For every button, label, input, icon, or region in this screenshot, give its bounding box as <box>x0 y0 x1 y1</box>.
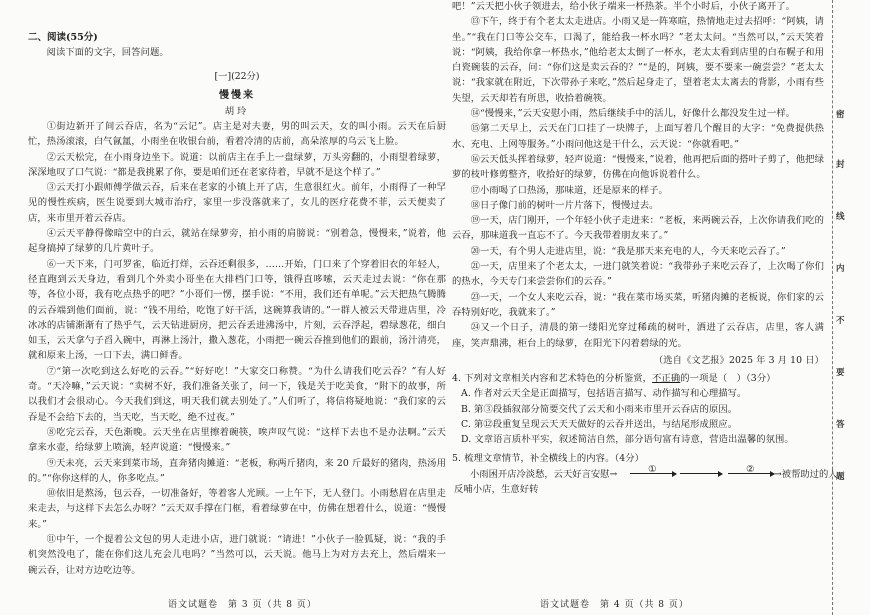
paragraph: ⑦“第一次吃到这么好吃的云吞。”“好好吃！”大家交口称赞。“为什么请我们吃云吞？”有人好奇。“天冷嘛，”云天说：“卖树不好，我们准备关张了，问一下，钱是关于吃美食，“附下的故事，所以我们才会很动心。今天我们到这，明天我们就去别处了。”人们听了，将信将疑地说：“我们家的云吞是不会给下去的，当天吃，当天吃，绝不过夜。” <box>28 365 446 423</box>
paragraph: ⑮第二天早上，云天在门口挂了一块牌子，上面写着几个醒目的大字：“免费提供热水、充电、上网等服务。”小雨问他这是干什么，云天说：“你就看吧。” <box>452 123 824 150</box>
blank-1: ① <box>648 463 657 475</box>
binding-char: 不 <box>836 316 845 326</box>
question-4-emphasis: 不正确 <box>652 373 681 385</box>
left-page <box>28 0 446 615</box>
flow-line <box>680 473 722 474</box>
plot-flow <box>452 463 838 482</box>
article-body-left <box>28 119 446 578</box>
source-citation: （选自《文艺报》2025 年 3 月 10 日） <box>653 354 824 366</box>
binding-char: 题 <box>836 472 845 482</box>
paragraph: 吧！”云天把小伙子领进去，给小伙子端来一杯热茶。半个小时后，小伙子离开了。 <box>452 1 796 12</box>
paragraph: ⑯云天低头挥着绿萝，轻声说道：“慢慢来，”说着，他再把后面的搭叶子剪了，他把绿萝的枝叶修剪整齐，收拾好的绿萝，仿佛在向他诉说着什么。 <box>452 153 824 181</box>
binding-margin <box>832 0 849 615</box>
paragraph: ⑱日子像门前的树叶一片片落下，慢慢过去。 <box>470 199 659 211</box>
section-title: 二、阅读(55分) <box>28 32 98 43</box>
binding-char: 密 <box>836 110 845 120</box>
paragraph: ⑲一天，店门刚开，一个年轻小伙子走进来：“老板，来两碗云吞，上次你请我们吃的云吞，那味道我一直忘不了。今天我带着朋友来了。” <box>452 215 824 242</box>
question-5-stem: 5. 梳理文章情节，补全横线上的内容。（4分） <box>452 452 645 464</box>
question-4-suffix: 的一项是（ ）（3分） <box>680 373 776 385</box>
article-title: 慢慢来 <box>219 90 255 101</box>
flow-start: 小雨困开店冷淡愁，云天好言安慰→ <box>470 468 618 480</box>
instruction: 阅读下面的文字，回答问题。 <box>46 47 169 58</box>
question-4-prefix: 4. 下列对文章相关内容和艺术特色的分析鉴赏， <box>452 373 653 385</box>
option-c: C. 第⑫段重复呈现云天天天做好的云吞并送出，与结尾形成照应。 <box>461 419 738 431</box>
paragraph: ②云天松完，在小雨身边坐下。说道：以前店主在手上一盘绿萝，万头旁翻的，小雨望着绿萝，深深地叹了口气说：“都是我挑累了你，要是咱们还在老家待着，早就不是这个样了。” <box>28 151 446 178</box>
paragraph: ㉔又一个日子，清晨的第一缕阳光穿过稀疏的树叶，洒进了云吞店，店里，客人满座，笑声鼎沸，柜台上的绿萝，在阳光下闪着碧绿的光。 <box>452 322 824 349</box>
paragraph: ⑪中午，一个提着公文包的男人走进小店，进门就说：“请进！”小伙子一脸狐疑，说：“我的手机突然没电了，能在你们这儿充会儿电吗？”当然可以，云天说。他马上为对方去充上，然后端来一碗云吞，让对方边吃边等。 <box>28 534 446 576</box>
paragraph: ㉓一天，一个女人来吃云吞，说：“我在菜市场买菜，听猪肉摊的老板说，你们家的云吞特别好吃，我就来了。” <box>452 291 824 318</box>
option-b: B. 第③段插叙部分简要交代了云天和小雨来市里开云吞店的原因。 <box>461 403 738 415</box>
paragraph: ⑳一天，有个男人走进店里，说：“我是那天来充电的人，今天来吃云吞了。” <box>470 245 786 257</box>
binding-char: 要 <box>836 368 845 378</box>
paragraph: ⑩依旧是熬汤，包云吞，一切准备好，等着客人光顾。一上午下，无人登门。小雨愁眉在店里走来走去，与这样下去怎么办呀？”云天双手撑在门框，看着绿萝在中，仿佛在想着什么，说道：“慢慢来。” <box>28 488 446 530</box>
flow-end: 反哺小店，生意好转 <box>454 483 539 495</box>
binding-char: 封 <box>836 160 845 170</box>
article-body-right <box>452 0 838 497</box>
article-author: 胡玲 <box>224 106 250 117</box>
paragraph: ⑧吃完云吞，天色渐晚。云天坐在店里擦着碗筷，唉声叹气说：“这样下去也不是办法啊。”云天拿来水壶，给绿萝上喷滴，轻声说道：“慢慢来。” <box>28 426 446 454</box>
footer-right: 语文试题卷 第 4 页（共 8 页） <box>540 600 689 610</box>
question-4-stem <box>452 371 824 386</box>
blank-2: ② <box>746 463 755 475</box>
paragraph: ⑬下午，终于有个老太太走进店。小雨又是一阵寒暄，热情地走过去招呼：“阿姨，请坐。”“我在门口等公交车，口渴了，能给我一杯水吗？”老太太问。“当然可以，”云天笑着说：“阿姨，我给你拿一杯热水，”他给老太太倒了一杯水，老太太看到店里的白布幌子和用白瓷碗装的云吞，问：“你们这是卖云吞的？”“是的，阿姨，要不要来一碗尝尝？”老太太说：“我家就在附近，下次带孙子来吃，”然后起身走了，望着老太太离去的背影，小雨有些失望，云天却若有所思，收拾着碗筷。 <box>452 16 824 104</box>
right-page <box>452 0 838 615</box>
option-d: D. 文章语言质朴平实，叙述简洁自然，部分语句富有诗意，营造出温馨的氛围。 <box>461 434 794 446</box>
footer-left: 语文试题卷 第 3 页（共 8 页） <box>168 600 317 610</box>
option-a: A. 作者对云天全是正面描写，包括语言描写、动作描写和心理描写。 <box>461 388 747 400</box>
paragraph: ⑰小雨喝了口热汤，那味道，还是原来的样子。 <box>470 184 668 196</box>
binding-char: 内 <box>836 264 845 274</box>
paragraph: ①街边新开了间云吞店，名为“云记”。店主是对夫妻，男的叫云天，女的叫小雨。云天在后厨忙，热汤滚滚，白气氤氲，小雨坐在收银台前，看着冷清的店前，高朵浓厚的乌云飞上脸。 <box>28 121 446 148</box>
part-label: [一](22分) <box>214 71 260 82</box>
paragraph: ⑨天未亮，云天来到菜市场，直奔猪肉摊道：“老板，称两斤猪肉，来 20 斤最好的猪肉，热汤用的。”“你你这样的人，你多吃点。” <box>28 457 446 484</box>
paragraph: ⑥一天下来，门可罗雀，临近打烊，云吞还剩很多，……开始，门口来了个穿着旧衣的年轻人，径直跑到云天身边，看到几个外卖小哥坐在大排档门口等，饿得直哆嗦，云天走过去说：“你在那等，各位小哥，我有吃点热乎的吧？”小哥们一愣，摆手说：“不用，我们还有单呢。”云天把热气腾腾的云吞端到他们面前，说：“钱不用给，吃饱了好干活，这碗算我请的。”一群人被云天带进店里，冷冰冰的店铺渐渐有了热乎气，云天钻进厨房，把云吞丢进沸汤中，片刻，云吞浮起，碧绿葱花，细白如玉，云天拿勺子舀入碗中，再淋上汤汁，撒入葱花，小雨把一碗云吞推到他们的跟前，汤汁清亮，就和原来上汤，一口下去，满口鲜香。 <box>28 258 446 362</box>
binding-char: 答 <box>836 420 845 430</box>
paragraph: ⑭“慢慢来，”云天安慰小雨，然后继续手中的活儿，好像什么都没发生过一样。 <box>470 108 796 120</box>
flow-mid: →被帮助过的人 <box>774 468 838 480</box>
paragraph: ③云天打小跟师傅学做云吞，后来在老家的小镇上开了店，生意很红火。前年，小雨得了一种罕见的慢性疾病，医生说要到大城市治疗，家里一步没落就来了，女儿的医疗花费不菲，云天便卖了店，来市里开着云吞店。 <box>28 182 446 224</box>
paragraph: ㉑一天，店里来了个老太太，一进门就笑着说：“我带孙子来吃云吞了，上次喝了你们的热水，今天专门来尝尝你们的云吞。” <box>452 261 824 288</box>
binding-char: 线 <box>836 212 845 222</box>
paragraph: ④云天平静得像暗空中的白云，就站在绿萝旁，拍小雨的肩膀说：“别着急，慢慢来，”说着，他起身搞掉了绿萝的几片黄叶子。 <box>28 228 446 255</box>
